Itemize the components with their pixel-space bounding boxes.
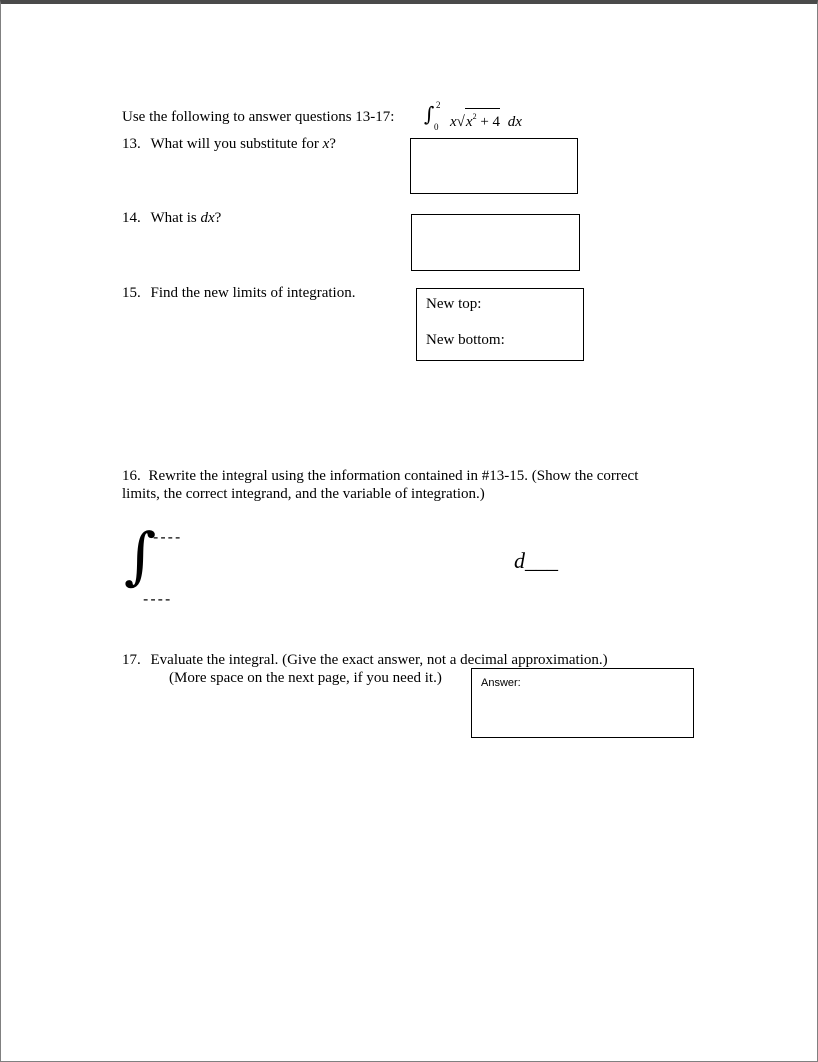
q16-text-line2: limits, the correct integrand, and the variable of integration.) <box>122 486 485 502</box>
q14-var: dx <box>200 210 215 226</box>
q13-answer-box[interactable] <box>410 138 578 194</box>
q16-lower-limit-blank[interactable]: ---- <box>143 591 173 608</box>
q16-integral-sign: ∫ <box>124 519 157 592</box>
q17-text-line1: Evaluate the integral. (Give the exact answer, not a decimal approximation.) <box>150 652 608 668</box>
intro-integral <box>424 98 544 132</box>
radicand <box>465 108 500 130</box>
q15-answer-box[interactable] <box>416 288 584 361</box>
integrand <box>450 108 522 131</box>
q17-text-line2: (More space on the next page, if you need it.) <box>169 670 442 686</box>
q13-text: What will you substitute for <box>150 136 323 152</box>
radicand-x: x <box>465 114 473 130</box>
intro-text <box>122 108 394 126</box>
q14-text: What is <box>150 210 201 226</box>
question-13 <box>122 135 336 153</box>
integrand-x: x <box>450 114 457 130</box>
question-17-line2 <box>169 669 442 687</box>
q14-text-end: ? <box>214 210 222 226</box>
integral-sign: ∫ <box>424 102 435 126</box>
q17-answer-box[interactable] <box>471 668 694 738</box>
sqrt-symbol: √ <box>456 114 465 130</box>
integral-lower-limit: 0 <box>434 122 439 132</box>
intro-label: Use the following to answer questions 13-17: <box>122 109 395 125</box>
q15-number: 15. <box>122 285 141 301</box>
q16-differential[interactable]: d___ <box>514 548 558 573</box>
question-14 <box>122 209 221 227</box>
radicand-rest: + 4 <box>476 114 501 130</box>
q15-new-top-label: New top: <box>426 296 482 312</box>
q16-upper-limit-blank[interactable]: ---- <box>153 529 183 546</box>
q15-new-bottom-label: New bottom: <box>426 332 505 348</box>
question-17-line1 <box>122 651 608 669</box>
q15-text: Find the new limits of integration. <box>150 285 356 301</box>
radicand-exponent: 2 <box>472 112 477 121</box>
question-15 <box>122 284 355 302</box>
q16-number: 16. <box>122 468 141 484</box>
q13-var: x <box>322 136 330 152</box>
integral-upper-limit: 2 <box>436 100 441 110</box>
q14-number: 14. <box>122 210 141 226</box>
question-16-line2 <box>122 485 485 503</box>
question-16-line1 <box>122 467 638 485</box>
q13-number: 13. <box>122 136 141 152</box>
q17-answer-label: Answer: <box>481 677 521 689</box>
q16-text-line1: Rewrite the integral using the information contained in #13-15. (Show the correct <box>148 468 639 484</box>
q13-text-end: ? <box>329 136 336 152</box>
integrand-dx: dx <box>507 114 522 130</box>
q17-number: 17. <box>122 652 141 668</box>
q14-answer-box[interactable] <box>411 214 580 271</box>
